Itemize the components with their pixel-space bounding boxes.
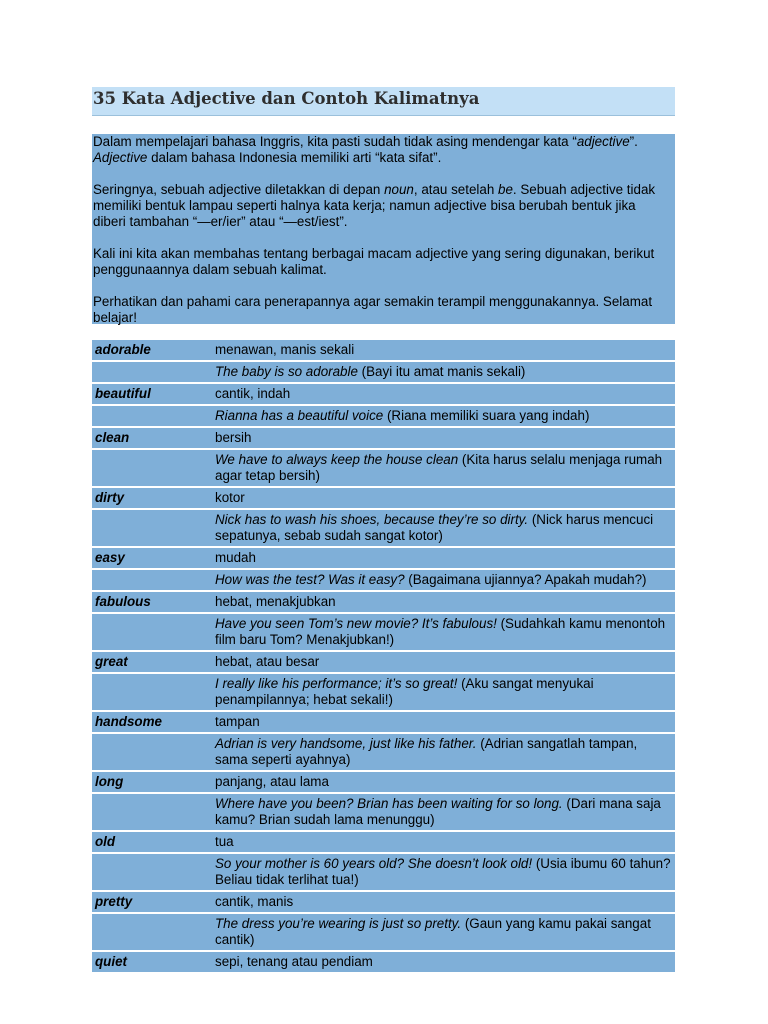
adjective-meaning: tua	[212, 832, 675, 852]
adjective-meaning: bersih	[212, 428, 675, 448]
example-translation: (Usia ibumu 60 tahun? Beliau tidak terlihat tua!)	[215, 856, 671, 887]
table-row	[92, 614, 675, 650]
table-row	[92, 362, 675, 382]
example-translation: (Bayi itu amat manis sekali)	[357, 364, 526, 379]
table-row	[92, 384, 675, 404]
example-sentence	[212, 914, 675, 950]
table-row	[92, 832, 675, 852]
intro-emphasis: adjective	[576, 134, 630, 149]
example-sentence	[212, 734, 675, 770]
table-row	[92, 450, 675, 486]
adjective-word: beautiful	[92, 384, 212, 404]
adjective-meaning: hebat, atau besar	[212, 652, 675, 672]
example-translation: (Bagaimana ujiannya? Apakah mudah?)	[404, 572, 647, 587]
empty-cell	[92, 614, 212, 650]
intro-emphasis: noun	[384, 182, 414, 197]
empty-cell	[92, 674, 212, 710]
adjective-word: long	[92, 772, 212, 792]
adjective-meaning: mudah	[212, 548, 675, 568]
empty-cell	[92, 406, 212, 426]
table-row	[92, 340, 675, 360]
adjective-word: fabulous	[92, 592, 212, 612]
adjective-word: pretty	[92, 892, 212, 912]
example-translation: (Riana memiliki suara yang indah)	[383, 408, 590, 423]
table-row	[92, 734, 675, 770]
example-sentence	[212, 570, 675, 590]
example-english: We have to always keep the house clean	[215, 452, 459, 467]
table-row	[92, 674, 675, 710]
table-row	[92, 652, 675, 672]
adjective-word: old	[92, 832, 212, 852]
intro-text: Dalam mempelajari bahasa Inggris, kita pasti sudah tidak asing mendengar kata “	[93, 134, 577, 149]
example-english: How was the test? Was it easy?	[215, 572, 405, 587]
empty-cell	[92, 510, 212, 546]
example-translation: (Gaun yang kamu pakai sangat cantik)	[215, 916, 651, 947]
example-translation: (Dari mana saja kamu? Brian sudah lama menunggu)	[215, 796, 661, 827]
example-english: Rianna has a beautiful voice	[215, 408, 384, 423]
adjective-word: dirty	[92, 488, 212, 508]
intro-text: Seringnya, sebuah adjective diletakkan di depan	[93, 182, 385, 197]
empty-cell	[92, 362, 212, 382]
empty-cell	[92, 914, 212, 950]
example-sentence	[212, 854, 675, 890]
table-row	[92, 914, 675, 950]
table-row	[92, 570, 675, 590]
adjective-meaning: sepi, tenang atau pendiam	[212, 952, 675, 972]
example-translation: (Nick harus mencuci sepatunya, sebab sudah sangat kotor)	[215, 512, 654, 543]
example-sentence	[212, 674, 675, 710]
title-bar	[92, 87, 675, 116]
example-sentence	[212, 406, 675, 426]
table-row	[92, 952, 675, 972]
table-row	[92, 592, 675, 612]
example-sentence	[212, 794, 675, 830]
adjective-word: adorable	[92, 340, 212, 360]
example-english: Where have you been? Brian has been waiting for so long.	[215, 796, 563, 811]
example-translation: (Aku sangat menyukai penampilannya; hebat sekali!)	[215, 676, 594, 707]
adjective-meaning: cantik, indah	[212, 384, 675, 404]
example-translation: (Adrian sangatlah tampan, sama seperti ayahnya)	[215, 736, 638, 767]
table-row	[92, 428, 675, 448]
adjective-word: easy	[92, 548, 212, 568]
intro-paragraph-2	[93, 182, 671, 230]
adjective-word: handsome	[92, 712, 212, 732]
example-english: The dress you’re wearing is just so pretty.	[215, 916, 462, 931]
intro-text: , atau setelah	[413, 182, 498, 197]
empty-cell	[92, 734, 212, 770]
table-row	[92, 772, 675, 792]
example-sentence	[212, 510, 675, 546]
table-row	[92, 712, 675, 732]
intro-paragraph-3: Kali ini kita akan membahas tentang berbagai macam adjective yang sering digunakan, berikut penggunaannya dalam sebuah kalimat.	[93, 246, 655, 277]
empty-cell	[92, 794, 212, 830]
intro-text: dalam bahasa Indonesia memiliki arti “kata sifat”.	[147, 150, 442, 165]
adjective-word: great	[92, 652, 212, 672]
example-sentence	[212, 362, 675, 382]
example-sentence	[212, 614, 675, 650]
table-row	[92, 406, 675, 426]
example-english: I really like his performance; it’s so great!	[215, 676, 458, 691]
table-row	[92, 510, 675, 546]
adjective-meaning: tampan	[212, 712, 675, 732]
vocabulary-table	[92, 338, 675, 974]
empty-cell	[92, 854, 212, 890]
adjective-word: clean	[92, 428, 212, 448]
intro-emphasis: be	[498, 182, 513, 197]
intro-emphasis: Adjective	[93, 150, 148, 165]
adjective-meaning: menawan, manis sekali	[212, 340, 675, 360]
example-english: Have you seen Tom’s new movie? It’s fabulous!	[215, 616, 497, 631]
adjective-meaning: kotor	[212, 488, 675, 508]
table-row	[92, 548, 675, 568]
empty-cell	[92, 450, 212, 486]
document-title: 35 Kata Adjective dan Contoh Kalimatnya	[93, 89, 480, 108]
example-english: So your mother is 60 years old? She doesn’t look old!	[215, 856, 533, 871]
example-english: The baby is so adorable	[215, 364, 358, 379]
table-row	[92, 854, 675, 890]
table-row	[92, 794, 675, 830]
example-translation: (Sudahkah kamu menontoh film baru Tom? Menakjubkan!)	[215, 616, 666, 647]
example-translation: (Kita harus selalu menjaga rumah agar tetap bersih)	[215, 452, 663, 483]
table-row	[92, 892, 675, 912]
intro-paragraph-4: Perhatikan dan pahami cara penerapannya agar semakin terampil menggunakannya. Selamat belajar!	[93, 294, 653, 325]
example-english: Nick has to wash his shoes, because they’re so dirty.	[215, 512, 529, 527]
adjective-word: quiet	[92, 952, 212, 972]
intro-text: . Sebuah adjective tidak memiliki bentuk lampau seperti halnya kata kerja; namun adjective bisa berubah bentuk jika diberi tambahan “—er/ier” atau “—est/iest”.	[93, 182, 656, 229]
adjective-meaning: hebat, menakjubkan	[212, 592, 675, 612]
intro-paragraph-1	[93, 134, 671, 166]
adjective-meaning: panjang, atau lama	[212, 772, 675, 792]
empty-cell	[92, 570, 212, 590]
intro-box	[92, 134, 675, 324]
example-sentence	[212, 450, 675, 486]
table-row	[92, 488, 675, 508]
example-english: Adrian is very handsome, just like his father.	[215, 736, 477, 751]
intro-text: ”.	[629, 134, 638, 149]
adjective-meaning: cantik, manis	[212, 892, 675, 912]
